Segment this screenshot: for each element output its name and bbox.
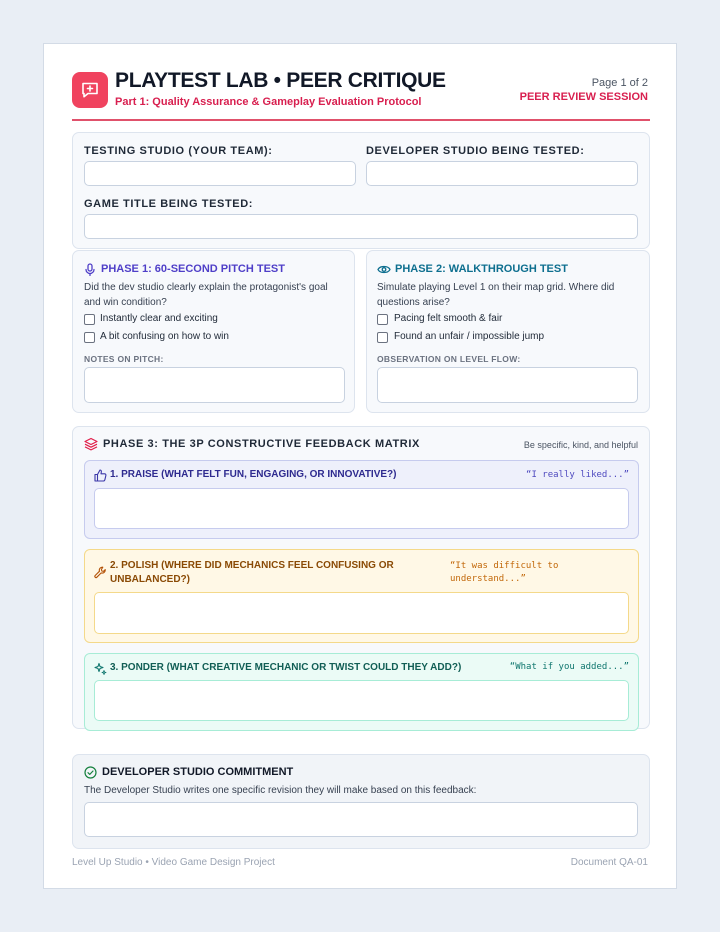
polish-starter-line2: understand...” [450,574,526,584]
footer-left: Level Up Studio • Video Game Design Project [72,857,275,868]
polish-box [84,549,639,643]
commitment-input[interactable] [84,802,638,837]
commitment-card [72,754,650,849]
page-title: PLAYTEST LAB • PEER CRITIQUE [115,69,446,92]
developer-studio-label: DEVELOPER STUDIO BEING TESTED: [366,145,585,157]
wrench-icon [94,566,107,579]
level-flow-input[interactable] [377,367,638,403]
sparkles-icon [94,662,107,675]
level-flow-label: OBSERVATION ON LEVEL FLOW: [377,354,521,364]
polish-title-line2: UNBALANCED?) [110,574,190,585]
pitch-notes-label: NOTES ON PITCH: [84,354,164,364]
phase1-card [72,250,355,413]
option-label: Pacing felt smooth & fair [394,313,503,324]
layers-icon [84,437,98,451]
option-label: A bit confusing on how to win [100,331,229,342]
phase3-title: PHASE 3: THE 3P CONSTRUCTIVE FEEDBACK MATRIX [103,438,420,450]
phase2-question: Simulate playing Level 1 on their map grid. Where did questions arise? [377,282,615,308]
commitment-title: DEVELOPER STUDIO COMMITMENT [102,766,294,778]
polish-input[interactable] [94,592,629,634]
ponder-input[interactable] [94,680,629,721]
polish-starter [450,560,558,586]
header-divider [72,119,650,121]
pitch-notes-input[interactable] [84,367,345,403]
eye-icon [377,264,391,275]
phase3-card [72,426,650,729]
footer-right: Document QA-01 [570,857,648,868]
praise-input[interactable] [94,488,629,529]
game-title-label: GAME TITLE BEING TESTED: [84,198,254,210]
option-checkbox[interactable] [377,314,388,325]
phase2-card [366,250,650,413]
testing-studio-input[interactable] [84,161,356,186]
polish-starter-line1: “It was difficult to [450,561,559,571]
ponder-title: 3. PONDER (WHAT CREATIVE MECHANIC OR TWIST COULD THEY ADD?) [110,662,462,673]
commitment-desc: The Developer Studio writes one specific revision they will make based on this feedback: [84,785,477,796]
option-label: Found an unfair / impossible jump [394,331,545,342]
phase2-title: PHASE 2: WALKTHROUGH TEST [395,263,568,275]
phase3-hint: Be specific, kind, and helpful [523,440,638,450]
option-checkbox[interactable] [84,314,95,325]
polish-title-line1: 2. POLISH (WHERE DID MECHANICS FEEL CONFUSING OR [110,560,394,571]
praise-starter: “I really liked...” [526,470,629,480]
option-checkbox[interactable] [377,332,388,343]
developer-studio-input[interactable] [366,161,638,186]
check-circle-icon [84,766,97,779]
microphone-icon [84,263,96,276]
session-label: PEER REVIEW SESSION [519,91,648,103]
testing-studio-label: TESTING STUDIO (YOUR TEAM): [84,145,273,157]
ponder-box [84,653,639,731]
phase1-question: Did the dev studio clearly explain the protagonist's goal and win condition? [84,282,328,308]
ponder-starter: “What if you added...” [509,662,629,672]
page-subtitle: Part 1: Quality Assurance & Gameplay Evaluation Protocol [115,96,422,108]
page-number: Page 1 of 2 [591,77,648,89]
studio-info-card [72,132,650,249]
worksheet-page [43,43,677,889]
phase1-title: PHASE 1: 60-SECOND PITCH TEST [101,263,285,275]
polish-title [110,559,394,587]
game-title-input[interactable] [84,214,638,239]
praise-title: 1. PRAISE (WHAT FELT FUN, ENGAGING, OR INNOVATIVE?) [110,469,397,480]
option-label: Instantly clear and exciting [100,313,218,324]
chat-plus-icon [72,72,108,108]
praise-box [84,460,639,539]
option-checkbox[interactable] [84,332,95,343]
thumbs-up-icon [94,469,107,482]
